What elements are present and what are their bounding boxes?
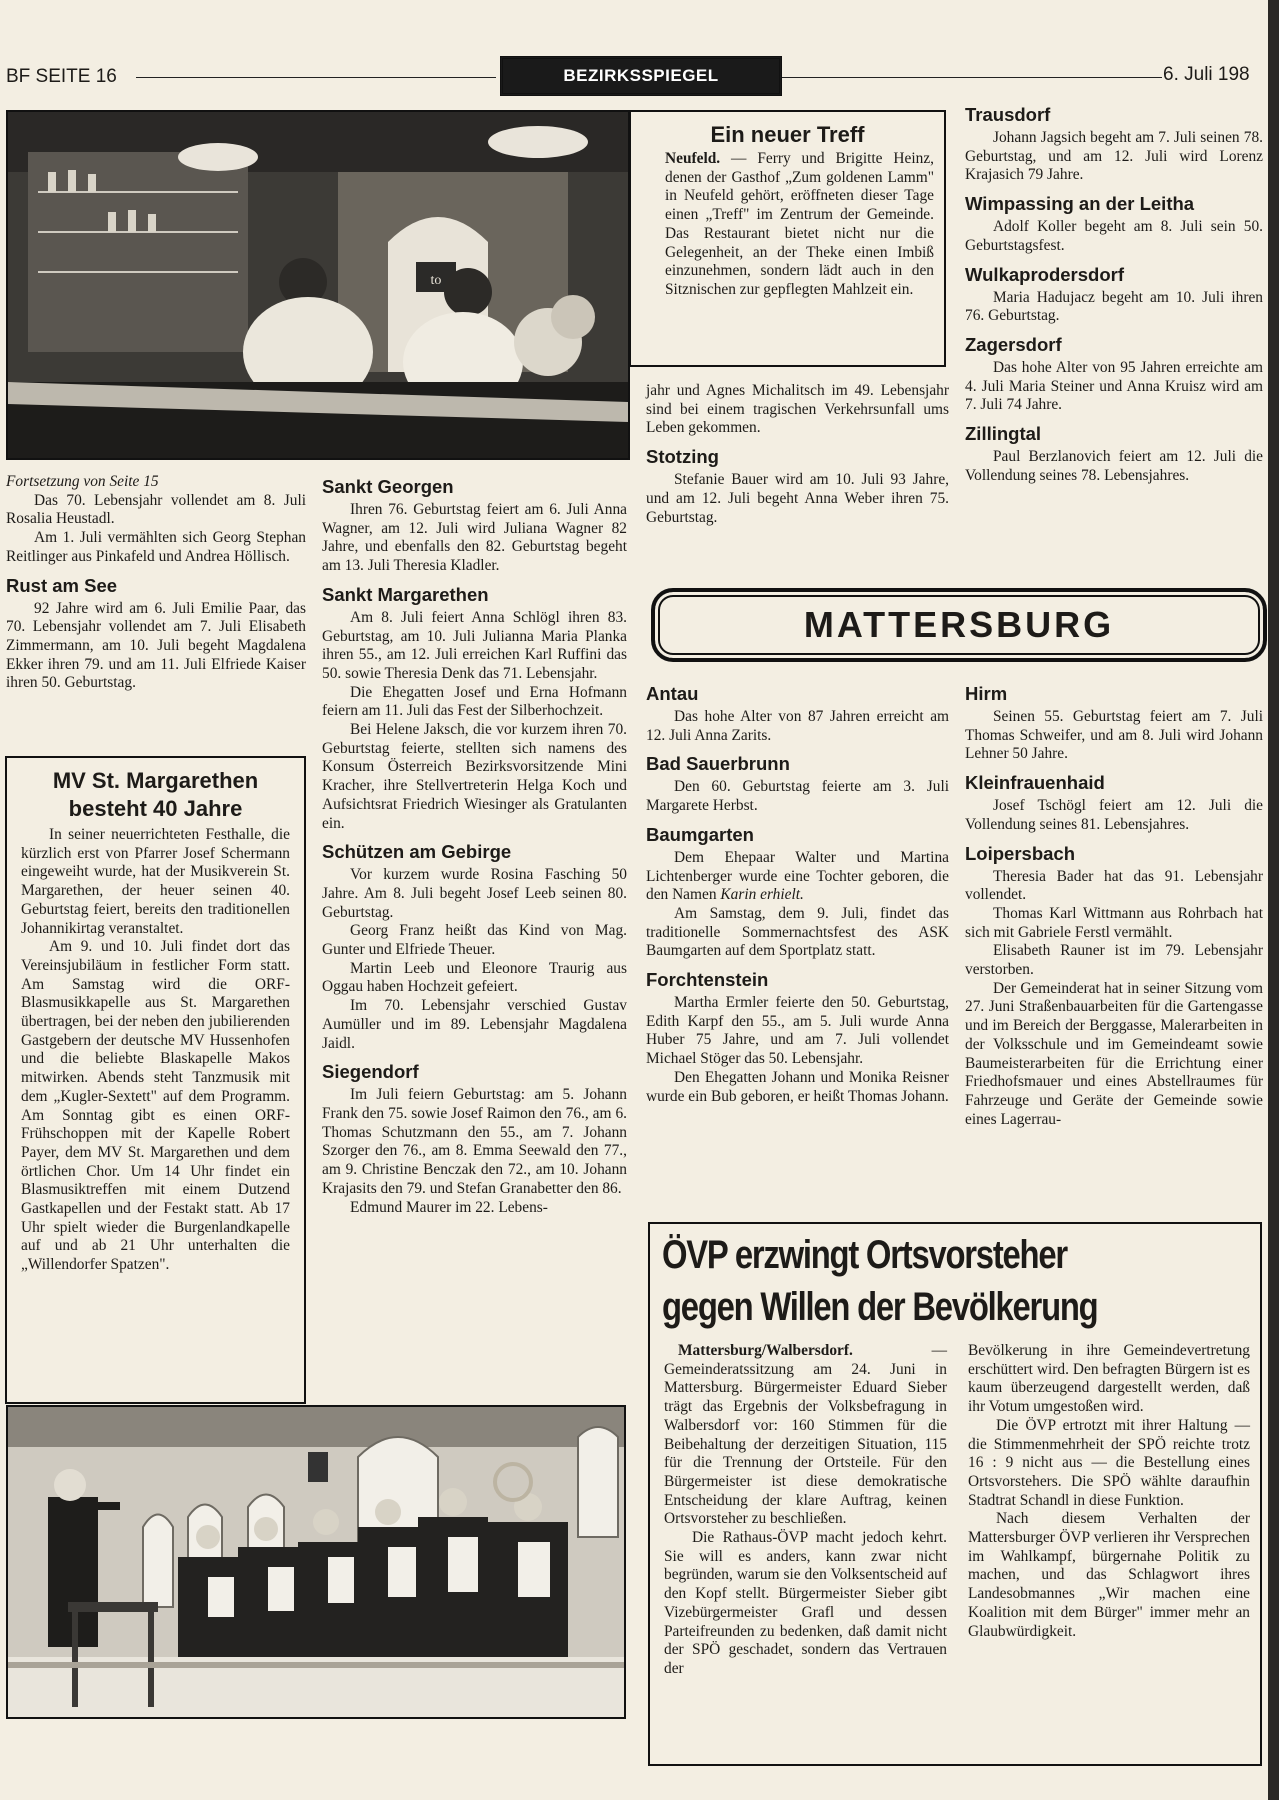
paragraph: Georg Franz heißt das Kind von Mag. Gunter und Elfriede Theuer.	[322, 922, 627, 959]
paragraph: Im Juli feiern Geburtstag: am 5. Johann Frank den 75. sowie Josef Raimon den 76., am 6. Thomas Schutzmann den 55., am 7. Johann Szorger den 76., am 8. Emma Seewald den 77., am 9. Christine Benczak den 72., am 10. Johann Krajasits den 79. und Stefan Granabetter den 86.	[322, 1086, 627, 1197]
paragraph: Die Ehegatten Josef und Erna Hofmann feiern am 11. Juli das Fest der Silberhochzeit.	[322, 683, 627, 720]
section-heading-wimpassing: Wimpassing an der Leitha	[965, 193, 1195, 215]
paragraph-italic: Karin erhielt.	[720, 886, 804, 904]
paragraph: Vor kurzem wurde Rosina Fasching 50 Jahre. Am 8. Juli begeht Josef Leeb seinen 80. Geburtstag.	[322, 866, 627, 921]
section-masthead: BEZIRKSSPIEGEL	[500, 56, 782, 96]
paragraph: Den 60. Geburtstag feierte am 3. Juli Margarete Herbst.	[646, 778, 949, 815]
paragraph: Den Ehegatten Johann und Monika Reisner wurde ein Bub geboren, er heißt Thomas Johann.	[646, 1068, 949, 1105]
paragraph: Seinen 55. Geburtstag feiert am 7. Juli Thomas Schweifer, und am 8. Juli wird Johann Lehner 50 Jahre.	[965, 708, 1263, 763]
section-heading-trausdorf: Trausdorf	[965, 104, 1051, 125]
paragraph: — Gemeinderatssitzung am 24. Juni in Mattersburg. Bürgermeister Eduard Sieber trägt das Ergebnis der Volksbefragung in Walbersdorf vor: 160 Stimmen für die Beibehaltung der derzeitigen Situation, 115 für die Trennung der Ortsteile. Für den Bürgermeister ist diese demokratische Entscheidung der klare Auftrag, keinen Ortsvorsteher zu beschließen.	[664, 1342, 947, 1528]
mv-article-box	[5, 756, 306, 1404]
oevp-headline-line1: ÖVP erzwingt Ortsvorsteher	[662, 1233, 1067, 1277]
treff-article-box	[629, 110, 946, 367]
paragraph: Am Samstag, dem 9. Juli, findet das traditionelle Sommernachtsfest des ASK Baumgarten auf dem Sportplatz statt.	[646, 904, 949, 960]
paragraph: Im 70. Lebensjahr verschied Gustav Aumüller und im 89. Lebensjahr Magdalena Jaidl.	[322, 997, 627, 1052]
paragraph: Das hohe Alter von 87 Jahren erreicht am 12. Juli Anna Zarits.	[646, 708, 949, 744]
column-1-text	[6, 473, 306, 693]
section-heading-wulkaprodersdorf: Wulkaprodersdorf	[965, 263, 1124, 285]
paragraph: Am 8. Juli feiert Anna Schlögl ihren 83. Geburtstag, am 10. Juli Julianna Maria Planka ihren 55., am 12. Juli erreichen Karl Ruffini das 50. sowie Theresia Denk das 71. Lebensjahr.	[322, 608, 627, 682]
section-heading-loipersbach: Loipersbach	[965, 842, 1075, 864]
paragraph: Am 9. und 10. Juli findet dort das Vereinsjubiläum in festlicher Form statt. Am Samstag wird die ORF-Blasmusikkapelle aus St. Margarethen übertragen, bei der neben den jubilierenden Gastgebern der deutsche MV Hussenhofen und die beliebte Blaskapelle Makos mitwirken. Abends steht Tanzmusik mit dem „Kugler-Sextett" auf dem Programm. Am Sonntag gibt es einen ORF-Frühschoppen mit der Kapelle Robert Payer, dem MV St. Margarethen und dem örtlichen Chor. Um 14 Uhr findet ein Blasmusiktreffen mit einem Dutzend Gastkapellen und der Festakt statt. Ab 17 Uhr spielt wieder die Burgenlandkapelle auf und ab 21 Uhr unterhalten die „Willendorfer Spatzen".	[21, 938, 290, 1274]
treff-text: — Ferry und Brigitte Heinz, denen der Gasthof „Zum goldenen Lamm" in Neufeld gehört, eröffneten dieser Tage einen „Treff" im Zentrum der Gemeinde. Das Restaurant bietet nicht nur die Gelegenheit, an der Theke einen Imbiß einzunehmen, sondern lädt auch in den Sitznischen zur gepflegten Mahlzeit ein.	[665, 150, 934, 298]
paragraph: Dem Ehepaar Walter und Martina Lichtenberger wurde eine Tochter geboren, die den Namen	[646, 848, 949, 904]
section-heading-bad-sauerbrunn: Bad Sauerbrunn	[646, 753, 790, 775]
paragraph: Johann Jagsich begeht am 7. Juli seinen 78. Geburtstag, und am 12. Juli wird Lorenz Krajasich 79 Jahre.	[965, 129, 1263, 184]
paragraph: Martin Leeb und Eleonore Traurig aus Oggau haben Hochzeit gefeiert.	[322, 959, 627, 996]
section-heading-margarethen: Sankt Margarethen	[322, 583, 489, 605]
mattersburg-section-banner	[651, 588, 1267, 662]
paragraph: Josef Tschögl feiert am 12. Juli die Vollendung seines 81. Lebensjahres.	[965, 797, 1263, 833]
mv-title-line2: besteht 40 Jahre	[68, 796, 243, 821]
paragraph: Theresia Bader hat das 91. Lebensjahr vollendet.	[965, 867, 1263, 904]
section-heading-forchtenstein: Forchtenstein	[646, 969, 769, 991]
section-heading-schuetzen: Schützen am Gebirge	[322, 841, 512, 863]
continuation-note: Fortsetzung von Seite 15	[6, 473, 159, 490]
section-heading-siegendorf: Siegendorf	[322, 1061, 419, 1083]
paragraph: Elisabeth Rauner ist im 79. Lebensjahr verstorben.	[965, 942, 1263, 979]
column-3-text	[646, 382, 949, 527]
oevp-headline-line2: gegen Willen der Bevölkerung	[662, 1285, 1098, 1329]
oevp-article-box	[648, 1222, 1262, 1766]
paragraph: Die Rathaus-ÖVP macht jedoch kehrt. Sie will es anders, kann zwar nicht begründen, warum sie den Volksentscheid auf den Kopf stellt. Bürgermeister Sieber gibt Vizebürgermeister Grafl und dessen Parteifreunden zu bedenken, daß damit nicht der SPÖ geschadet, sondern das Vertrauen der	[664, 1529, 947, 1677]
paragraph: Das 70. Lebensjahr vollendet am 8. Juli Rosalia Heustadl.	[6, 491, 306, 528]
oevp-column-left	[664, 1342, 947, 1679]
svg-text:to: to	[430, 273, 442, 288]
paragraph: Nach diesem Verhalten der Mattersburger ÖVP verlieren ihr Versprechen im Wahlkampf, bürgernahe Politik zu machen, und das Schlagwort ihres Landesobmannes „Wir machen eine Koalition mit dem Bürger" immer mehr an Glaubwürdigkeit.	[968, 1510, 1250, 1640]
paragraph: Das hohe Alter von 95 Jahren erreichte am 4. Juli Maria Steiner und Anna Kruisz wird am 7. Juli 74 Jahre.	[965, 358, 1263, 414]
paragraph: Thomas Karl Wittmann aus Rohrbach hat sich mit Gabriele Ferstl vermählt.	[965, 904, 1263, 941]
paragraph: Maria Hadujacz begeht am 10. Juli ihren 76. Geburtstag.	[965, 288, 1263, 325]
paragraph: Martha Ermler feierte den 50. Geburtstag, Edith Karpf den 55., am 5. Juli wurde Anna Huber 75 Jahre, und am 7. Juli vollendet Michael Stöger das 50. Lebensjahr.	[646, 994, 949, 1068]
paragraph: In seiner neuerrichteten Festhalle, die kürzlich erst von Pfarrer Josef Schermann eingeweiht wurde, hat der Musikverein St. Margarethen, der heuer seinen 40. Geburtstag feiert, bereits den traditionellen Johannikirtag veranstaltet.	[21, 826, 290, 937]
bar-photo-icon	[8, 112, 628, 458]
mattersburg-title: MATTERSBURG	[803, 604, 1115, 645]
paragraph: Die ÖVP ertrotzt mit ihrer Haltung — die Stimmenmehrheit der SPÖ reichte trotz 16 : 9 nicht aus — die Bestellung eines Ortsvorstehers. Die SPÖ wählte daraufhin Stadtrat Schandl in diese Funktion.	[968, 1416, 1250, 1509]
paragraph: Bei Helene Jaksch, die vor kurzem ihren 70. Geburtstag feierte, stellten sich namens des Konsum Österreich Bezirksvorsitzende Mini Kracher, ihre Stellvertreterin Helga Koch und Aufsichtsrat Friedrich Wiesinger als Gratulanten ein.	[322, 721, 627, 832]
section-heading-stotzing: Stotzing	[646, 446, 719, 468]
band-photo-icon	[8, 1407, 624, 1717]
page-edge	[1268, 0, 1279, 1800]
paragraph: Stefanie Bauer wird am 10. Juli 93 Jahre, und am 12. Juli begeht Anna Weber ihren 75. Geburtstag.	[646, 471, 949, 526]
section-heading-georgen: Sankt Georgen	[322, 476, 454, 497]
paragraph: Paul Berzlanovich feiert am 12. Juli die Vollendung seines 78. Lebensjahres.	[965, 448, 1263, 484]
paragraph: 92 Jahre wird am 6. Juli Emilie Paar, das 70. Lebensjahr vollendet am 7. Juli Elisabeth Zimmermann, am 10. Juli begeht Magdalena Ekker ihren 79. und am 11. Juli Elfriede Kaiser ihren 50. Geburtstag.	[6, 599, 306, 692]
section-heading-baumgarten: Baumgarten	[646, 823, 754, 845]
section-heading-hirm: Hirm	[965, 683, 1008, 704]
paragraph: jahr und Agnes Michalitsch im 49. Lebensjahr sind bei einem tragischen Verkehrsunfall ums Leben gekommen.	[646, 382, 949, 437]
paragraph: Bevölkerung in ihre Gemeindevertretung erschüttert wird. Den befragten Bürgern ist es kaum überzeugend dargestellt werden, daß ihr Votum umgestoßen wird.	[968, 1342, 1250, 1416]
section-heading-rust: Rust am See	[6, 574, 118, 596]
paragraph: Ihren 76. Geburtstag feiert am 6. Juli Anna Wagner, am 12. Juli wird Juliana Wagner 82 Jahre, und ebenfalls den 82. Geburtstag begeht am 13. Juli Theresia Kladler.	[322, 501, 627, 575]
section-heading-zagersdorf: Zagersdorf	[965, 333, 1062, 355]
paragraph: Edmund Maurer im 22. Lebens-	[350, 1198, 548, 1216]
paragraph: Am 1. Juli vermählten sich Georg Stephan Reitlinger aus Pinkafeld und Andrea Höllisch.	[6, 529, 306, 565]
issue-date: 6. Juli 198	[1163, 64, 1250, 85]
section-heading-kleinfrauenhaid: Kleinfrauenhaid	[965, 772, 1105, 794]
paragraph: Der Gemeinderat hat in seiner Sitzung vom 27. Juni Straßenbauarbeiten für die Gartengasse und im Bereich der Berggasse, Malerarbeiten in der Volksschule und im Gemeindeamt sowie Baumeisterarbeiten für die Errichtung einer Friedhofsmauer und eines Abstellraumes für Fahrzeuge und Geräte der Gemeinde sowie eines Lagerrau-	[965, 979, 1263, 1128]
oevp-column-right	[968, 1342, 1250, 1641]
header-rule-right	[782, 77, 1162, 78]
band-photo	[6, 1405, 626, 1719]
mattersburg-column-left	[646, 683, 949, 1106]
column-2-text	[322, 476, 627, 1217]
header-rule-left	[136, 77, 496, 78]
page-label: BF SEITE 16	[6, 66, 117, 87]
oevp-place: Mattersburg/Walbersdorf.	[678, 1342, 853, 1359]
paragraph: Adolf Koller begeht am 8. Juli sein 50. Geburtstagsfest.	[965, 218, 1263, 254]
section-heading-zillingtal: Zillingtal	[965, 423, 1042, 445]
bar-photo	[6, 110, 630, 460]
section-heading-antau: Antau	[646, 683, 699, 704]
column-4-text	[965, 104, 1263, 485]
treff-title: Ein neuer Treff	[710, 122, 865, 147]
mattersburg-column-right	[965, 683, 1263, 1129]
mv-title-line1: MV St. Margarethen	[52, 768, 259, 793]
treff-place: Neufeld.	[665, 150, 721, 167]
